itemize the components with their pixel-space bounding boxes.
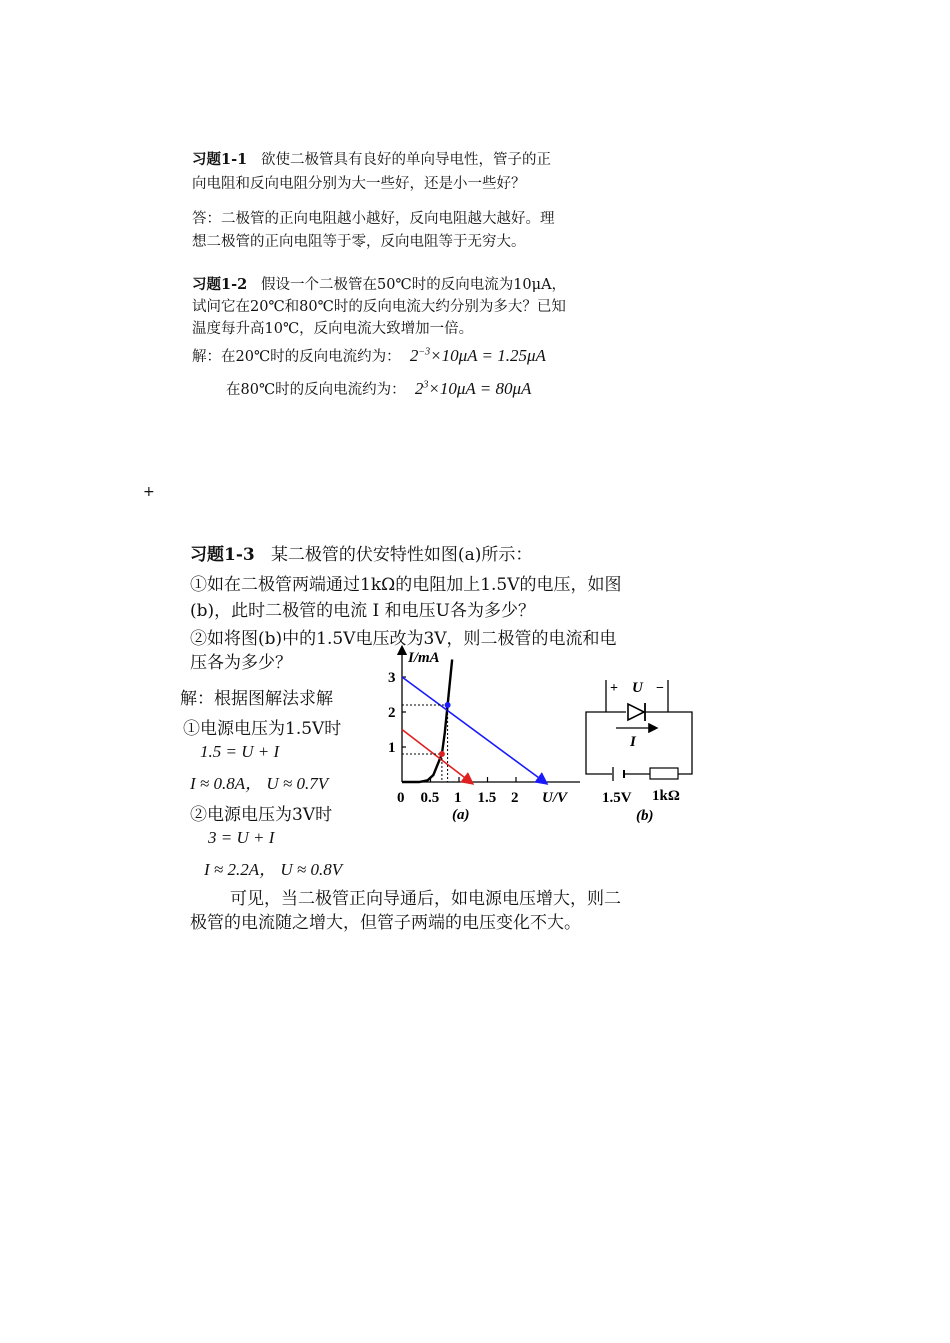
- circuit-diagram: [580, 672, 710, 832]
- solution-1-2-formula2: [415, 379, 531, 398]
- answer-1-1-line1: 答：二极管的正向电阻越小越好，反向电阻越大越好。理: [192, 211, 555, 227]
- resistance-value: 1kΩ: [652, 788, 680, 804]
- formula2-rest: ×10μA = 80μA: [428, 379, 532, 398]
- problem-1-2-line1: [192, 273, 566, 294]
- problem-1-2-text: 假设一个二极管在50℃时的反向电流为10μA，: [261, 277, 567, 293]
- plus-sign: +: [610, 681, 618, 696]
- problem-1-2-title: 习题1-2: [192, 276, 248, 293]
- series-line-1: [402, 677, 545, 782]
- operating-point-1: [439, 751, 445, 757]
- answer-1-1-line2: 想二极管的正向电阻等于零，反向电阻等于无穷大。: [192, 234, 526, 250]
- problem-1-3-text: 某二极管的伏安特性如图(a)所示：: [270, 545, 533, 565]
- conclusion-line2: 极管的电流随之增大，但管子两端的电压变化不大。: [190, 913, 581, 933]
- problem-1-1-line2: 向电阻和反向电阻分别为大一些好，还是小一些好？: [192, 176, 526, 192]
- solution-1-3-case2: ②电源电压为3V时: [190, 805, 333, 825]
- x-tick-label-1.5: 1.5: [477, 790, 497, 806]
- solution-1-3-eq2: 3 = U + I: [208, 828, 275, 847]
- solution-1-2-line2: [226, 378, 531, 399]
- formula1-base: 2: [409, 346, 419, 365]
- chart-caption: (a): [452, 807, 470, 823]
- problem-1-3-line1: [190, 540, 532, 565]
- y-tick-label-2: 2: [388, 705, 396, 721]
- diode-icon: [628, 704, 644, 720]
- circuit-wires: [586, 712, 692, 774]
- x-axis-label: U/V: [542, 790, 568, 806]
- solution-1-2-text1: 解：在20℃时的反向电流约为：: [192, 349, 401, 365]
- problem-1-3-line3: (b)，此时二极管的电流 I 和电压U各为多少？: [190, 601, 535, 621]
- solution-1-3-res1: I ≈ 0.8A， U ≈ 0.7V: [190, 774, 329, 793]
- y-tick-label-3: 3: [388, 670, 396, 686]
- y-axis-label: I/mA: [408, 650, 440, 666]
- problem-1-1-line1: [192, 148, 551, 169]
- resistor-icon: [650, 768, 678, 779]
- solution-1-3-eq1: 1.5 = U + I: [200, 742, 280, 761]
- iv-characteristic-chart: [370, 640, 590, 830]
- formula2-exp: 3: [423, 379, 429, 391]
- problem-1-3-line4: ②如将图(b)中的1.5V电压改为3V，则二极管的电流和电: [190, 629, 617, 649]
- circuit-caption: (b): [636, 808, 654, 824]
- solution-1-2-line1: [192, 345, 546, 366]
- formula2-base: 2: [414, 379, 424, 398]
- x-tick-label-2: 2: [511, 790, 519, 806]
- problem-1-2-line3: 温度每升高10℃，反向电流大致增加一倍。: [192, 321, 474, 337]
- solution-1-3-res2: I ≈ 2.2A， U ≈ 0.8V: [204, 860, 343, 879]
- x-tick-label-0.5: 0.5: [420, 790, 440, 806]
- problem-1-2-line2: 试问它在20℃和80℃时的反向电流大约分别为多大？已知: [192, 299, 566, 315]
- problem-1-3-line5: 压各为多少？: [190, 653, 292, 673]
- solution-1-3-case1: ①电源电压为1.5V时: [183, 719, 342, 739]
- voltage-value: 1.5V: [602, 790, 632, 806]
- problem-1-1-title: 习题1-1: [192, 151, 248, 168]
- series-line-2: [402, 730, 470, 783]
- problem-1-1-text: 欲使二极管具有良好的单向导电性，管子的正: [261, 152, 552, 168]
- formula1-rest: ×10μA = 1.25μA: [430, 346, 546, 365]
- plus-mark: +: [143, 484, 155, 500]
- solution-1-3-intro: 解：根据图解法求解: [180, 689, 333, 709]
- solution-1-2-text2: 在80℃时的反向电流约为：: [226, 382, 406, 398]
- problem-1-3-line2: ①如在二极管两端通过1kΩ的电阻加上1.5V的电压，如图: [190, 575, 622, 595]
- voltage-label-u: U: [632, 680, 643, 696]
- current-label: I: [630, 734, 636, 750]
- x-tick-label-1: 1: [454, 790, 462, 806]
- problem-1-3-title: 习题1-3: [190, 545, 255, 565]
- minus-sign: −: [656, 681, 664, 696]
- conclusion-line1: 可见，当二极管正向导通后，如电源电压增大，则二: [230, 889, 621, 909]
- y-tick-label-1: 1: [388, 740, 396, 756]
- x-tick-label-0: 0: [397, 790, 405, 806]
- formula1-exp: −3: [418, 346, 431, 358]
- solution-1-2-formula1: [410, 346, 546, 365]
- series-line-0: [402, 660, 452, 783]
- operating-point-0: [445, 702, 451, 708]
